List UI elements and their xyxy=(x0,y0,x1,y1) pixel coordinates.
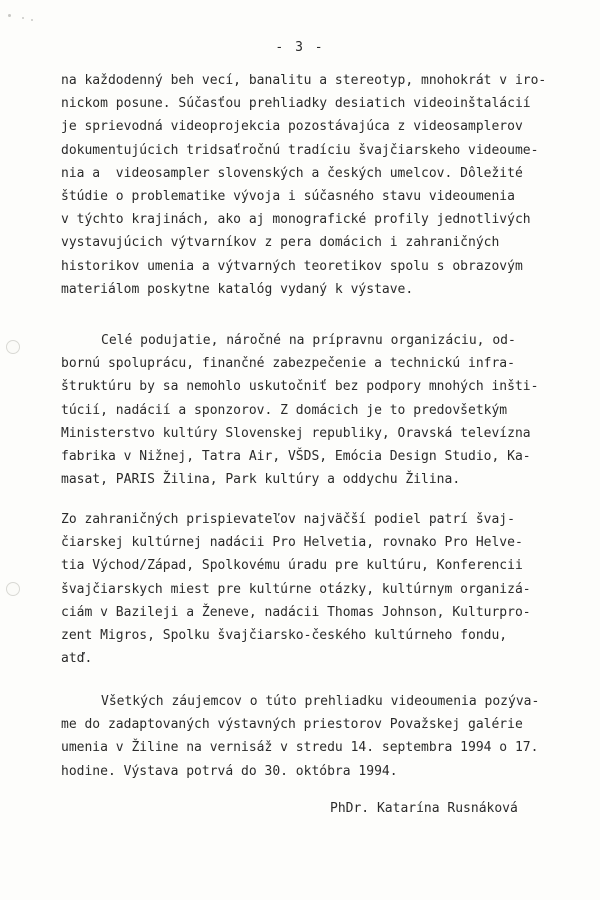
page-number: - 3 - xyxy=(275,40,325,55)
paragraph-1 xyxy=(61,69,551,301)
text-line: umenia v Žiline na vernisáž v stredu 14. septembra 1994 o 17. xyxy=(61,740,539,756)
text-line: Zo zahraničných prispievateľov najväčší podiel patrí švaj- xyxy=(61,512,515,527)
text-line: štúdie o problematike vývoja i súčasného stavu videoumenia xyxy=(61,188,515,204)
paragraph-3 xyxy=(61,508,551,670)
text-line: v týchto krajinách, ako aj monografické profily jednotlivých xyxy=(61,212,531,228)
text-line: je sprievodná videoprojekcia pozostávajúca z videosamplerov xyxy=(61,119,523,135)
text-line: vystavujúcich výtvarníkov z pera domácich i zahraničných xyxy=(61,235,500,251)
punch-hole xyxy=(6,340,20,354)
text-line: masat, PARIS Žilina, Park kultúry a oddychu Žilina. xyxy=(61,472,461,488)
text-line: čiarskej kultúrnej nadácii Pro Helvetia, rovnako Pro Helve- xyxy=(61,535,523,551)
paper-speck xyxy=(22,17,24,19)
text-line: dokumentujúcich tridsaťročnú tradíciu švajčiarskeho videoume- xyxy=(61,142,539,158)
signature: PhDr. Katarína Rusnáková xyxy=(330,801,518,816)
text-line: me do zadaptovaných výstavných priestorov Považskej galérie xyxy=(61,717,523,733)
text-line: štruktúru by sa nemohlo uskutočniť bez podpory mnohých inšti- xyxy=(61,379,539,395)
text-line: zent Migros, Spolku švajčiarsko-českého kultúrneho fondu, xyxy=(61,627,508,643)
text-line: nickom posune. Súčasťou prehliadky desiatich videoinštalácií xyxy=(61,96,531,112)
text-line: fabrika v Nižnej, Tatra Air, VŠDS, Emócia Design Studio, Ka- xyxy=(61,448,531,464)
paper-speck xyxy=(8,14,11,17)
text-line: na každodenný beh vecí, banalitu a stereotyp, mnohokrát v iro- xyxy=(61,73,547,88)
punch-hole xyxy=(6,582,20,596)
paragraph-2 xyxy=(61,329,551,491)
paragraph-4 xyxy=(61,690,551,783)
text-line: Ministerstvo kultúry Slovenskej republiky, Oravská televízna xyxy=(61,425,531,441)
text-line: ciám v Bazileji a Ženeve, nadácii Thomas Johnson, Kulturpro- xyxy=(61,604,531,620)
text-line: Celé podujatie, náročné na prípravnu organizáciu, od- xyxy=(101,333,516,348)
text-line: švajčiarskych miest pre kultúrne otázky, kultúrnym organizá- xyxy=(61,581,531,597)
text-line: tia Východ/Západ, Spolkovému úradu pre kultúru, Konferencii xyxy=(61,558,523,574)
paper-speck xyxy=(31,19,33,21)
text-line: hodine. Výstava potrvá do 30. októbra 1994. xyxy=(61,763,398,779)
text-line: bornú spoluprácu, finančné zabezpečenie a technickú infra- xyxy=(61,356,515,372)
text-line: historikov umenia a výtvarných teoretikov spolu s obrazovým xyxy=(61,258,523,274)
text-line: Všetkých záujemcov o túto prehliadku videoumenia pozýva- xyxy=(101,694,540,709)
text-line: túcií, nadácií a sponzorov. Z domácich je to predovšetkým xyxy=(61,402,508,418)
text-line: atď. xyxy=(61,651,93,667)
text-line: materiálom poskytne katalóg vydaný k výstave. xyxy=(61,281,414,297)
text-line: nia a videosampler slovenských a českých umelcov. Dôležité xyxy=(61,165,523,181)
